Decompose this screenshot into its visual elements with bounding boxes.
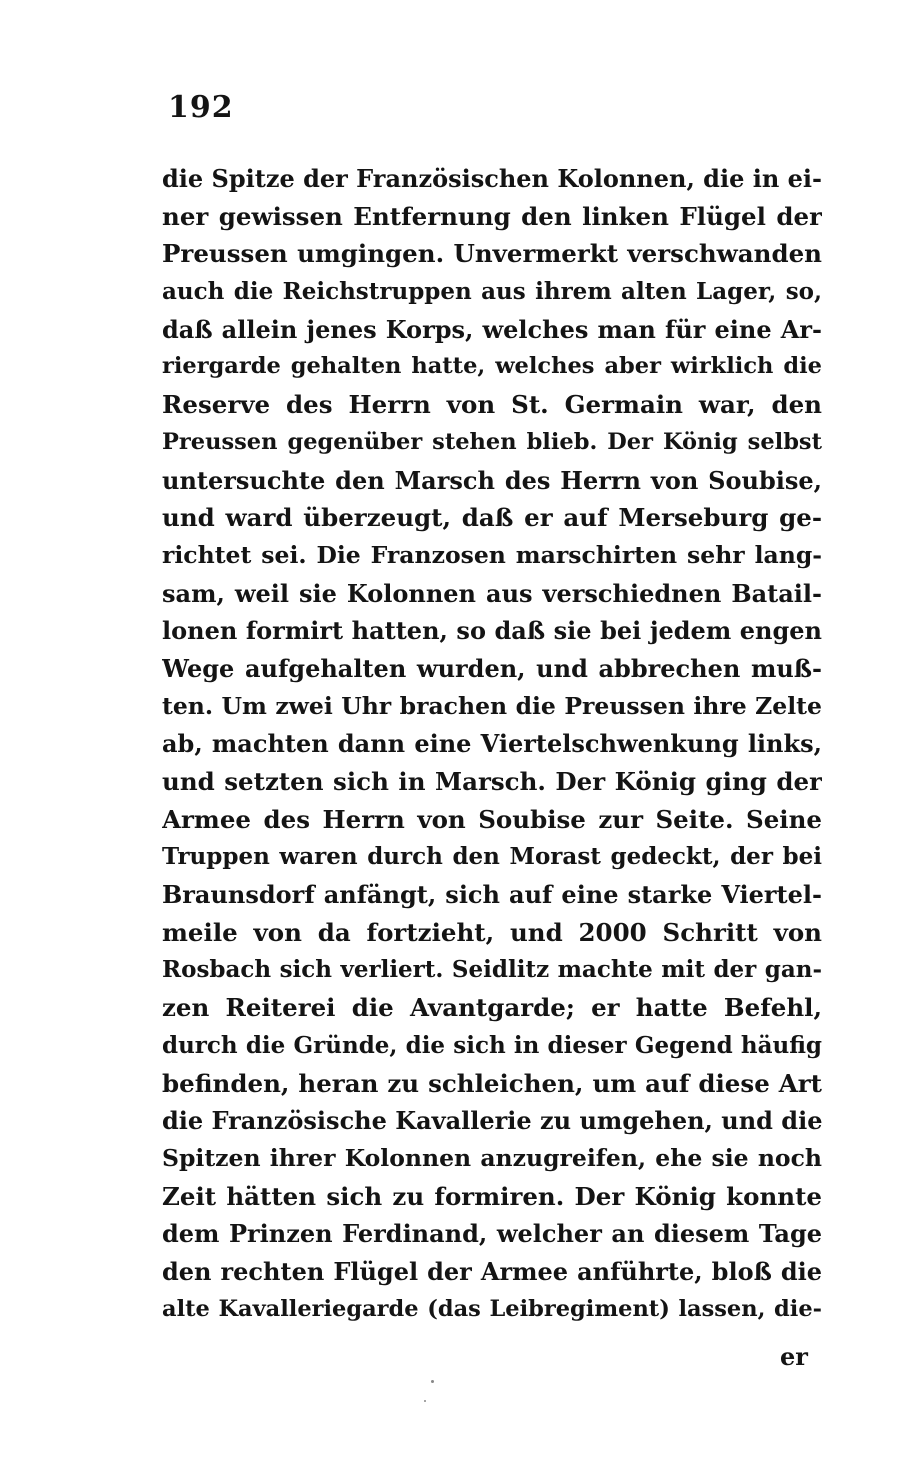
text-line: lonen formirt hatten, so daß sie bei jedem engen bbox=[162, 616, 822, 646]
text-line: alte Kavalleriegarde (das Leibregiment) lassen, die- bbox=[162, 1295, 822, 1322]
text-line: sam, weil sie Kolonnen aus verschiednen Batail- bbox=[162, 578, 822, 608]
text-line: Reserve des Herrn von St. Germain war, den bbox=[162, 390, 822, 420]
text-line: die Französische Kavallerie zu umgehen, und die bbox=[162, 1106, 822, 1136]
text-line: durch die Gründe, die sich in dieser Gegend häufig bbox=[162, 1031, 822, 1059]
text-line: Preussen umgingen. Unvermerkt verschwanden bbox=[162, 239, 822, 269]
text-line: Rosbach sich verliert. Seidlitz machte mit der gan- bbox=[162, 956, 822, 984]
text-line: und ward überzeugt, daß er auf Merseburg ge- bbox=[162, 503, 822, 533]
text-line: befinden, heran zu schleichen, um auf diese Art bbox=[162, 1068, 822, 1098]
paper-speck bbox=[431, 1380, 434, 1383]
text-line: Wege aufgehalten wurden, und abbrechen muß- bbox=[162, 653, 822, 683]
catchword: er bbox=[780, 1342, 808, 1371]
text-line: dem Prinzen Ferdinand, welcher an diesem Tage bbox=[162, 1219, 822, 1249]
text-line: Braunsdorf anfängt, sich auf eine starke Viertel- bbox=[162, 880, 822, 910]
text-line: zen Reiterei die Avantgarde; er hatte Befehl, bbox=[162, 993, 822, 1023]
text-line: riergarde gehalten hatte, welches aber wirklich die bbox=[162, 353, 822, 380]
body-text bbox=[162, 160, 822, 1328]
text-line: richtet sei. Die Franzosen marschirten sehr lang- bbox=[162, 540, 822, 569]
text-line: Zeit hätten sich zu formiren. Der König konnte bbox=[162, 1181, 822, 1211]
text-line: Spitzen ihrer Kolonnen anzugreifen, ehe sie noch bbox=[162, 1143, 822, 1172]
text-line: ab, machten dann eine Viertelschwenkung links, bbox=[162, 729, 822, 759]
text-line: Preussen gegenüber stehen blieb. Der König selbst bbox=[162, 428, 822, 455]
text-line: untersuchte den Marsch des Herrn von Soubise, bbox=[162, 465, 822, 495]
text-line: Truppen waren durch den Morast gedeckt, der bei bbox=[162, 843, 822, 871]
text-line: ten. Um zwei Uhr brachen die Preussen ihre Zelte bbox=[162, 691, 822, 720]
text-line: Armee des Herrn von Soubise zur Seite. Seine bbox=[162, 804, 822, 834]
text-line: meile von da fortzieht, und 2000 Schritt von bbox=[162, 917, 822, 947]
text-line: auch die Reichstruppen aus ihrem alten Lager, so, bbox=[162, 278, 822, 306]
text-line: die Spitze der Französischen Kolonnen, die in ei- bbox=[162, 164, 822, 193]
page-number: 192 bbox=[168, 90, 234, 125]
text-line: und setzten sich in Marsch. Der König ging der bbox=[162, 767, 822, 796]
text-line: daß allein jenes Korps, welches man für eine Ar- bbox=[162, 314, 822, 344]
text-line: den rechten Flügel der Armee anführte, bloß die bbox=[162, 1256, 822, 1286]
text-line: ner gewissen Entfernung den linken Flügel der bbox=[162, 201, 822, 231]
paper-speck bbox=[424, 1400, 426, 1402]
